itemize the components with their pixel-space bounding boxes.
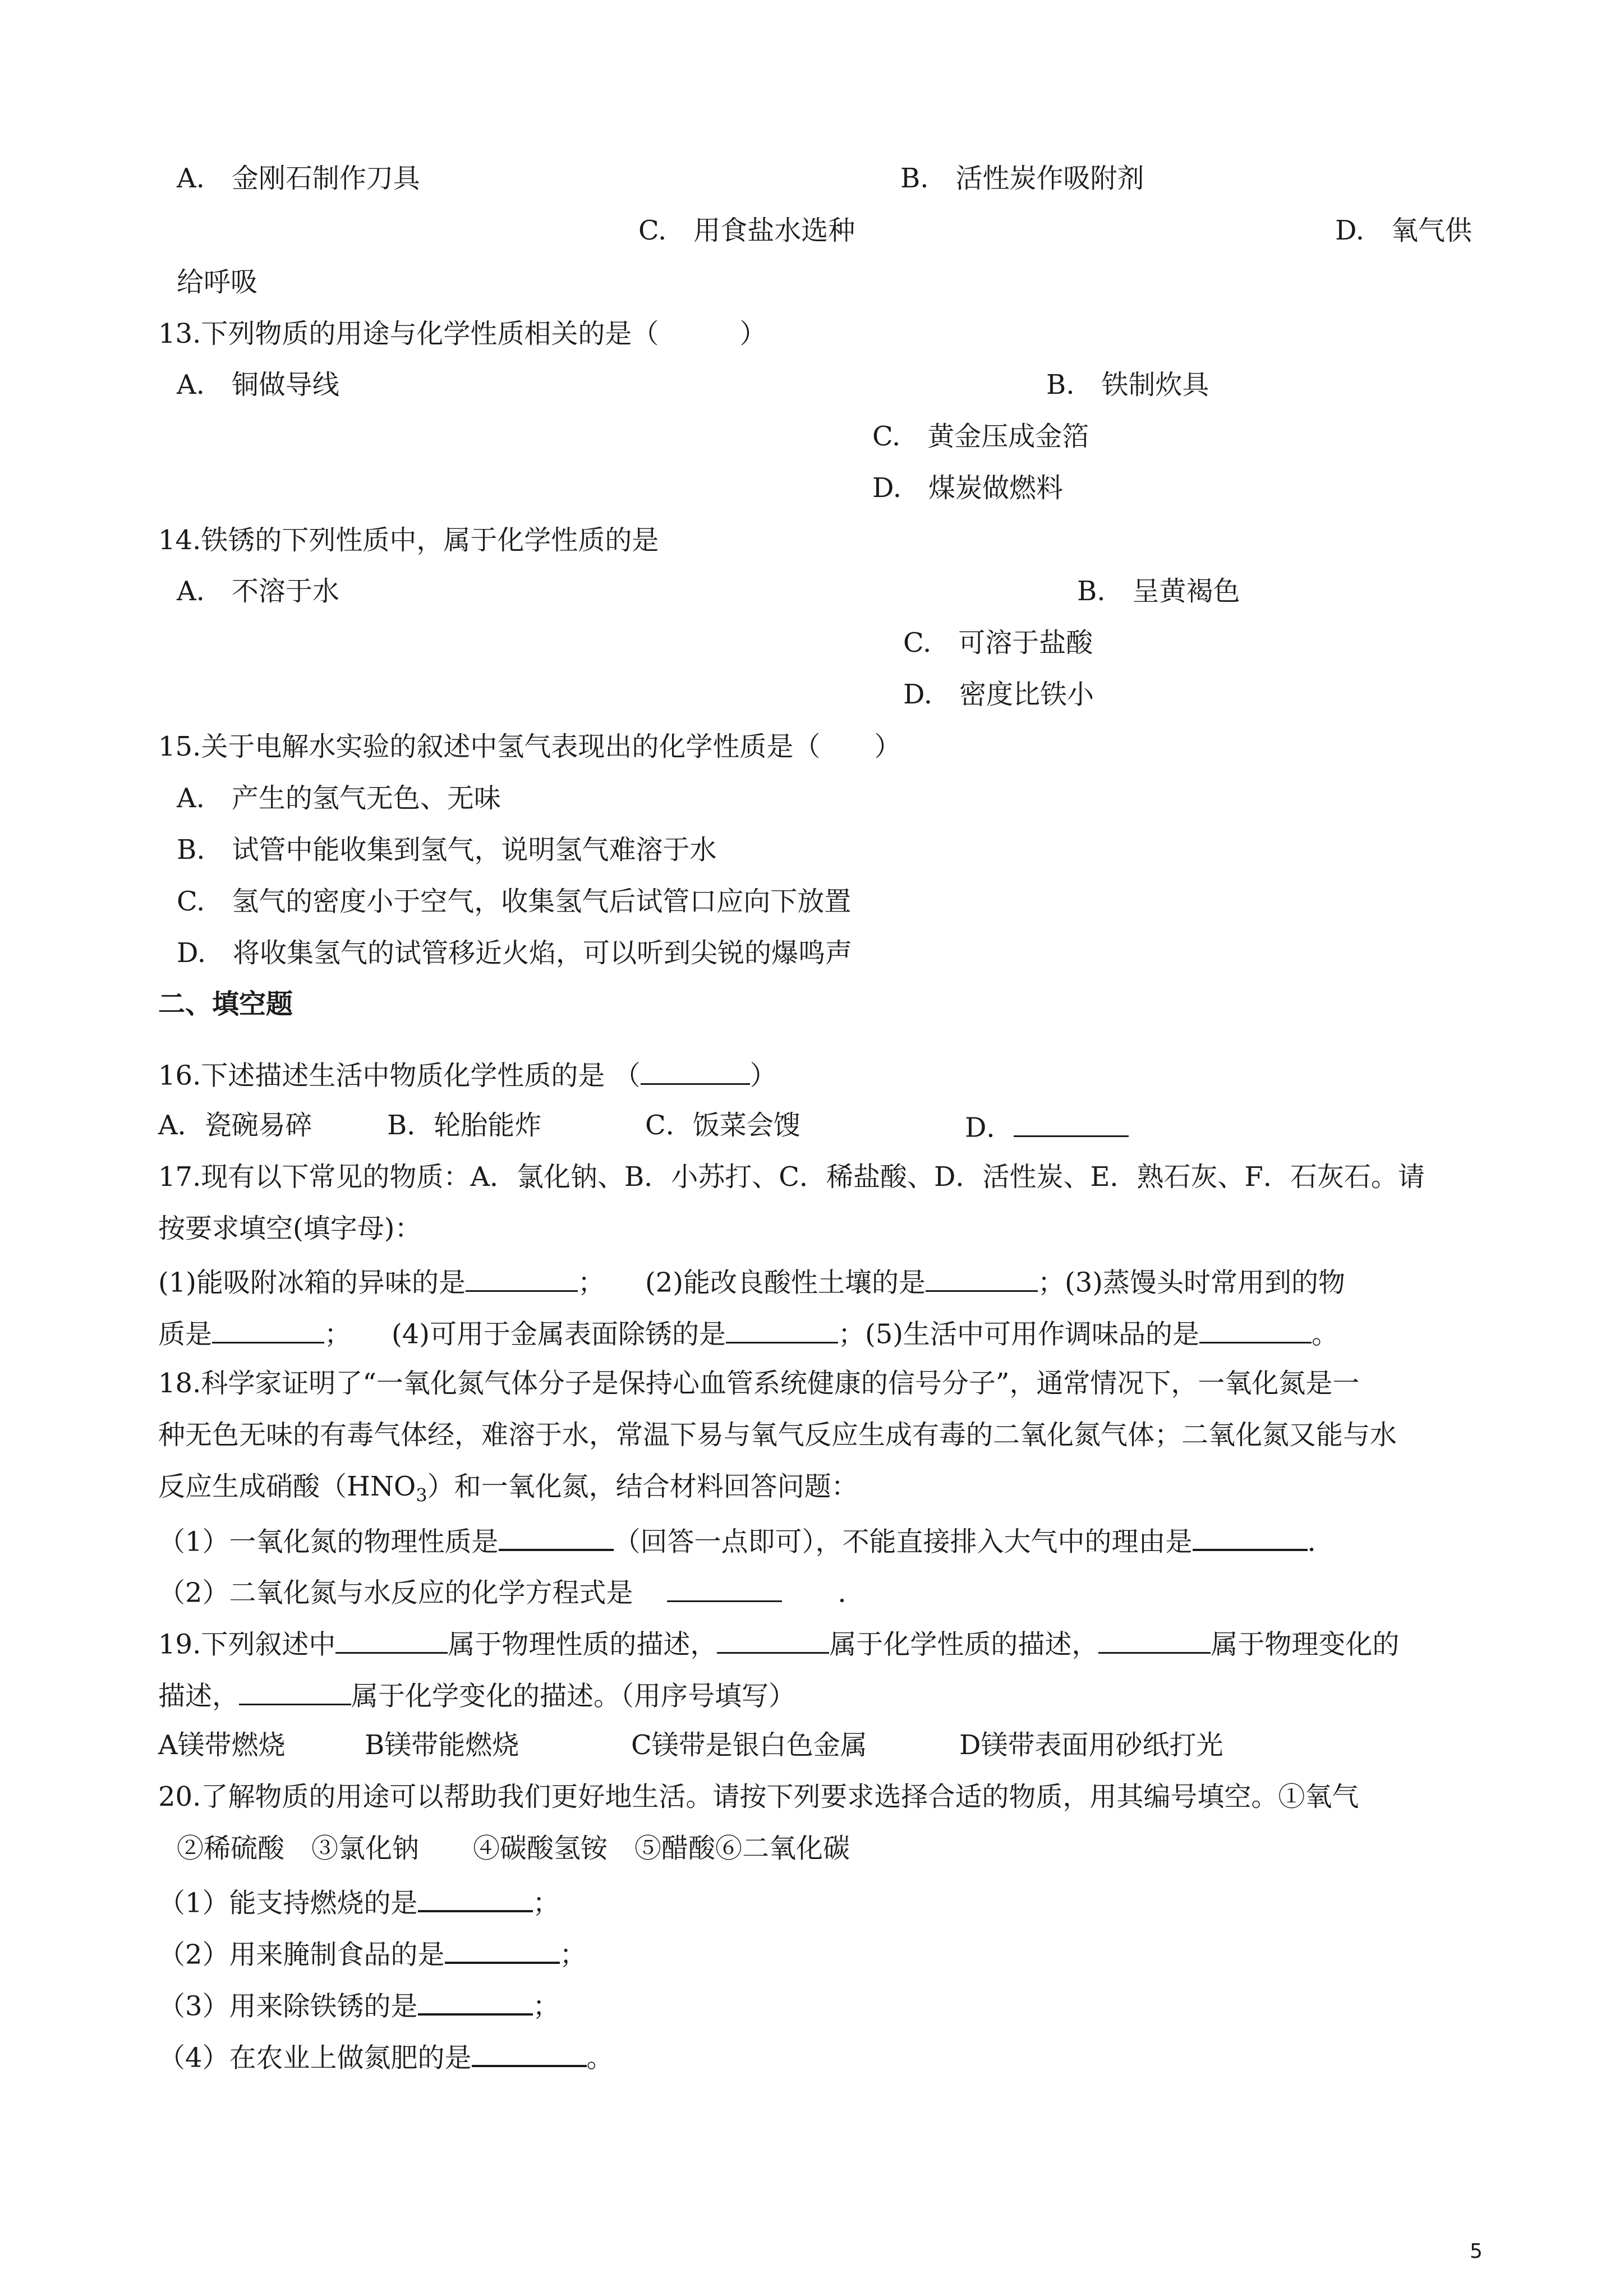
- q16-option-d: [965, 1110, 1129, 1144]
- q16-blank[interactable]: [641, 1057, 750, 1085]
- q19-option-d: D镁带表面用砂纸打光: [959, 1729, 1223, 1761]
- q16-option-d-label: D．: [965, 1112, 1014, 1144]
- q19-part-5: 描述，: [158, 1680, 240, 1712]
- q20-blank-2[interactable]: [445, 1936, 560, 1964]
- q13-option-c: C. 黄金压成金箔: [872, 421, 1089, 452]
- q19-part-3: 属于化学性质的描述，: [829, 1628, 1099, 1660]
- q14-option-d: D. 密度比铁小: [903, 679, 1094, 710]
- q14-option-b: B. 呈黄褐色: [1077, 576, 1240, 607]
- q17-line-4: [158, 1316, 1338, 1351]
- q20-subquestion-2: [158, 1936, 587, 1971]
- q19-blank-3[interactable]: [1098, 1626, 1211, 1654]
- q17-blank-4[interactable]: [726, 1316, 838, 1343]
- q14-option-a: A. 不溶于水: [177, 576, 339, 607]
- q18-line-2: 种无色无味的有毒气体经，难溶于水，常温下易与氧气反应生成有毒的二氧化氮气体；二氧化氮又能与水: [158, 1419, 1397, 1451]
- q18-blank-1[interactable]: [499, 1523, 614, 1551]
- q20-blank-1[interactable]: [418, 1884, 533, 1912]
- q20-s1-text: （1）能支持燃烧的是: [158, 1887, 418, 1919]
- q17-blank-3[interactable]: [212, 1316, 324, 1343]
- q20-blank-3[interactable]: [418, 1987, 533, 2016]
- q17-line-3: [158, 1264, 1345, 1299]
- q20-subquestion-1: [158, 1884, 560, 1920]
- q17-line-2: 按要求填空(填字母)：: [158, 1213, 422, 1244]
- q17-blank-1[interactable]: [466, 1264, 578, 1292]
- q19-blank-4[interactable]: [239, 1678, 351, 1705]
- q18-line-3-post: ）和一氧化氮，结合材料回答问题：: [427, 1471, 858, 1502]
- q18-blank-2[interactable]: [1193, 1523, 1308, 1551]
- q15-option-b: B. 试管中能收集到氢气，说明氢气难溶于水: [177, 834, 717, 866]
- q15-option-d: D. 将收集氢气的试管移近火焰，可以听到尖锐的爆鸣声: [177, 937, 853, 969]
- q19-part-1: 19.下列叙述中: [158, 1628, 336, 1660]
- q20-subquestion-4: [158, 2039, 614, 2074]
- q18-blank-3[interactable]: [667, 1575, 782, 1602]
- q19-blank-2[interactable]: [717, 1626, 829, 1654]
- q17-part-2: ； (2)能改良酸性土壤的是: [578, 1267, 926, 1299]
- q19-line-1: [158, 1626, 1399, 1661]
- q19-part-4: 属于物理变化的: [1211, 1628, 1400, 1660]
- q13-option-b: B. 铁制炊具: [1046, 369, 1209, 401]
- q15-option-c: C. 氢气的密度小于空气，收集氢气后试管口应向下放置: [177, 886, 852, 917]
- q18-line-3-pre: 反应生成硝酸（HNO: [158, 1471, 416, 1502]
- q15-option-a: A. 产生的氢气无色、无味: [177, 783, 501, 814]
- q18-s2-end: ．: [838, 1577, 865, 1609]
- q20-s4-text: （4）在农业上做氮肥的是: [158, 2042, 472, 2074]
- q17-part-5: ； (4)可用于金属表面除锈的是: [324, 1318, 726, 1350]
- q17-part-4: 质是: [158, 1318, 213, 1350]
- q14-stem: 14.铁锈的下列性质中，属于化学性质的是: [158, 524, 659, 556]
- q12-option-a: A. 金刚石制作刀具: [177, 163, 420, 194]
- q18-s2-pre: （2）二氧化氮与水反应的化学方程式是: [158, 1577, 633, 1609]
- q19-option-a: A镁带燃烧: [158, 1729, 286, 1761]
- q20-s2-end: ；: [559, 1939, 587, 1971]
- q12-option-d: D. 氧气供: [1335, 215, 1473, 246]
- q18-line-1: 18.科学家证明了“一氧化氮气体分子是保持心血管系统健康的信号分子”，通常情况下，一氧化氮是一: [158, 1368, 1360, 1399]
- q16-stem: [158, 1057, 777, 1092]
- q18-s1-mid: （回答一点即可），不能直接排入大气中的理由是: [613, 1526, 1193, 1558]
- page-number: 5: [1470, 2240, 1483, 2263]
- q17-line-1: 17.现有以下常见的物质：A．氯化钠、B．小苏打、C．稀盐酸、D．活性炭、E．熟石灰、F．石灰石。请: [158, 1161, 1425, 1193]
- q18-line-3: [158, 1471, 858, 1506]
- q16-option-d-blank[interactable]: [1014, 1110, 1129, 1137]
- q18-s1-pre: （1）一氧化氮的物理性质是: [158, 1526, 499, 1558]
- q16-option-c: C．饭菜会馊: [645, 1110, 801, 1141]
- q20-line-2: ②稀硫酸 ③氯化钠 ④碳酸氢铵 ⑤醋酸⑥二氧化碳: [177, 1833, 850, 1864]
- q14-option-c: C. 可溶于盐酸: [903, 627, 1093, 659]
- q17-blank-5[interactable]: [1199, 1316, 1312, 1343]
- q20-s1-end: ；: [532, 1887, 560, 1919]
- q17-blank-2[interactable]: [926, 1264, 1038, 1292]
- q19-part-6: 属于化学变化的描述。（用序号填写）: [351, 1680, 796, 1712]
- section-heading: 二、填空题: [158, 988, 293, 1020]
- q20-line-1: 20.了解物质的用途可以帮助我们更好地生活。请按下列要求选择合适的物质，用其编号填空。①氧气: [158, 1781, 1359, 1812]
- q19-part-2: 属于物理性质的描述，: [448, 1628, 717, 1660]
- q15-stem: 15.关于电解水实验的叙述中氢气表现出的化学性质是（ ）: [158, 731, 901, 762]
- q17-part-1: (1)能吸附冰箱的异味的是: [158, 1267, 466, 1299]
- q20-s3-end: ；: [532, 1990, 560, 2022]
- q17-part-3: ；(3)蒸馒头时常用到的物: [1038, 1267, 1345, 1299]
- q13-stem: 13.下列物质的用途与化学性质相关的是（ ）: [158, 318, 767, 349]
- q18-s1-end: ．: [1307, 1526, 1335, 1558]
- q18-subquestion-1: [158, 1523, 1335, 1558]
- q12-option-c: C. 用食盐水选种: [638, 215, 855, 246]
- q20-blank-4[interactable]: [472, 2039, 587, 2067]
- q12-option-b: B. 活性炭作吸附剂: [900, 163, 1144, 194]
- q19-option-b: B镁带能燃烧: [365, 1729, 519, 1761]
- q16-stem-text: 16.下述描述生活中物质化学性质的是 （: [158, 1060, 641, 1092]
- q16-option-a: A．瓷碗易碎: [158, 1110, 312, 1141]
- q17-part-7: 。: [1312, 1318, 1339, 1350]
- q20-subquestion-3: [158, 1987, 560, 2023]
- q17-part-6: ；(5)生活中可用作调味品的是: [838, 1318, 1200, 1350]
- q19-option-c: C镁带是银白色金属: [631, 1729, 867, 1761]
- q20-s2-text: （2）用来腌制食品的是: [158, 1939, 445, 1971]
- q18-subquestion-2: [158, 1575, 865, 1609]
- q19-blank-1[interactable]: [335, 1626, 448, 1654]
- q16-option-b: B．轮胎能炸: [387, 1110, 542, 1141]
- q16-stem-close: ）: [749, 1060, 777, 1092]
- q13-option-d: D. 煤炭做燃料: [872, 472, 1064, 504]
- q20-s3-text: （3）用来除铁锈的是: [158, 1990, 418, 2022]
- q13-option-a: A. 铜做导线: [177, 369, 339, 401]
- q18-subscript: 3: [416, 1484, 427, 1506]
- q19-line-2: [158, 1678, 795, 1713]
- q12-option-d-continued: 给呼吸: [177, 266, 258, 298]
- q20-s4-end: 。: [586, 2042, 614, 2074]
